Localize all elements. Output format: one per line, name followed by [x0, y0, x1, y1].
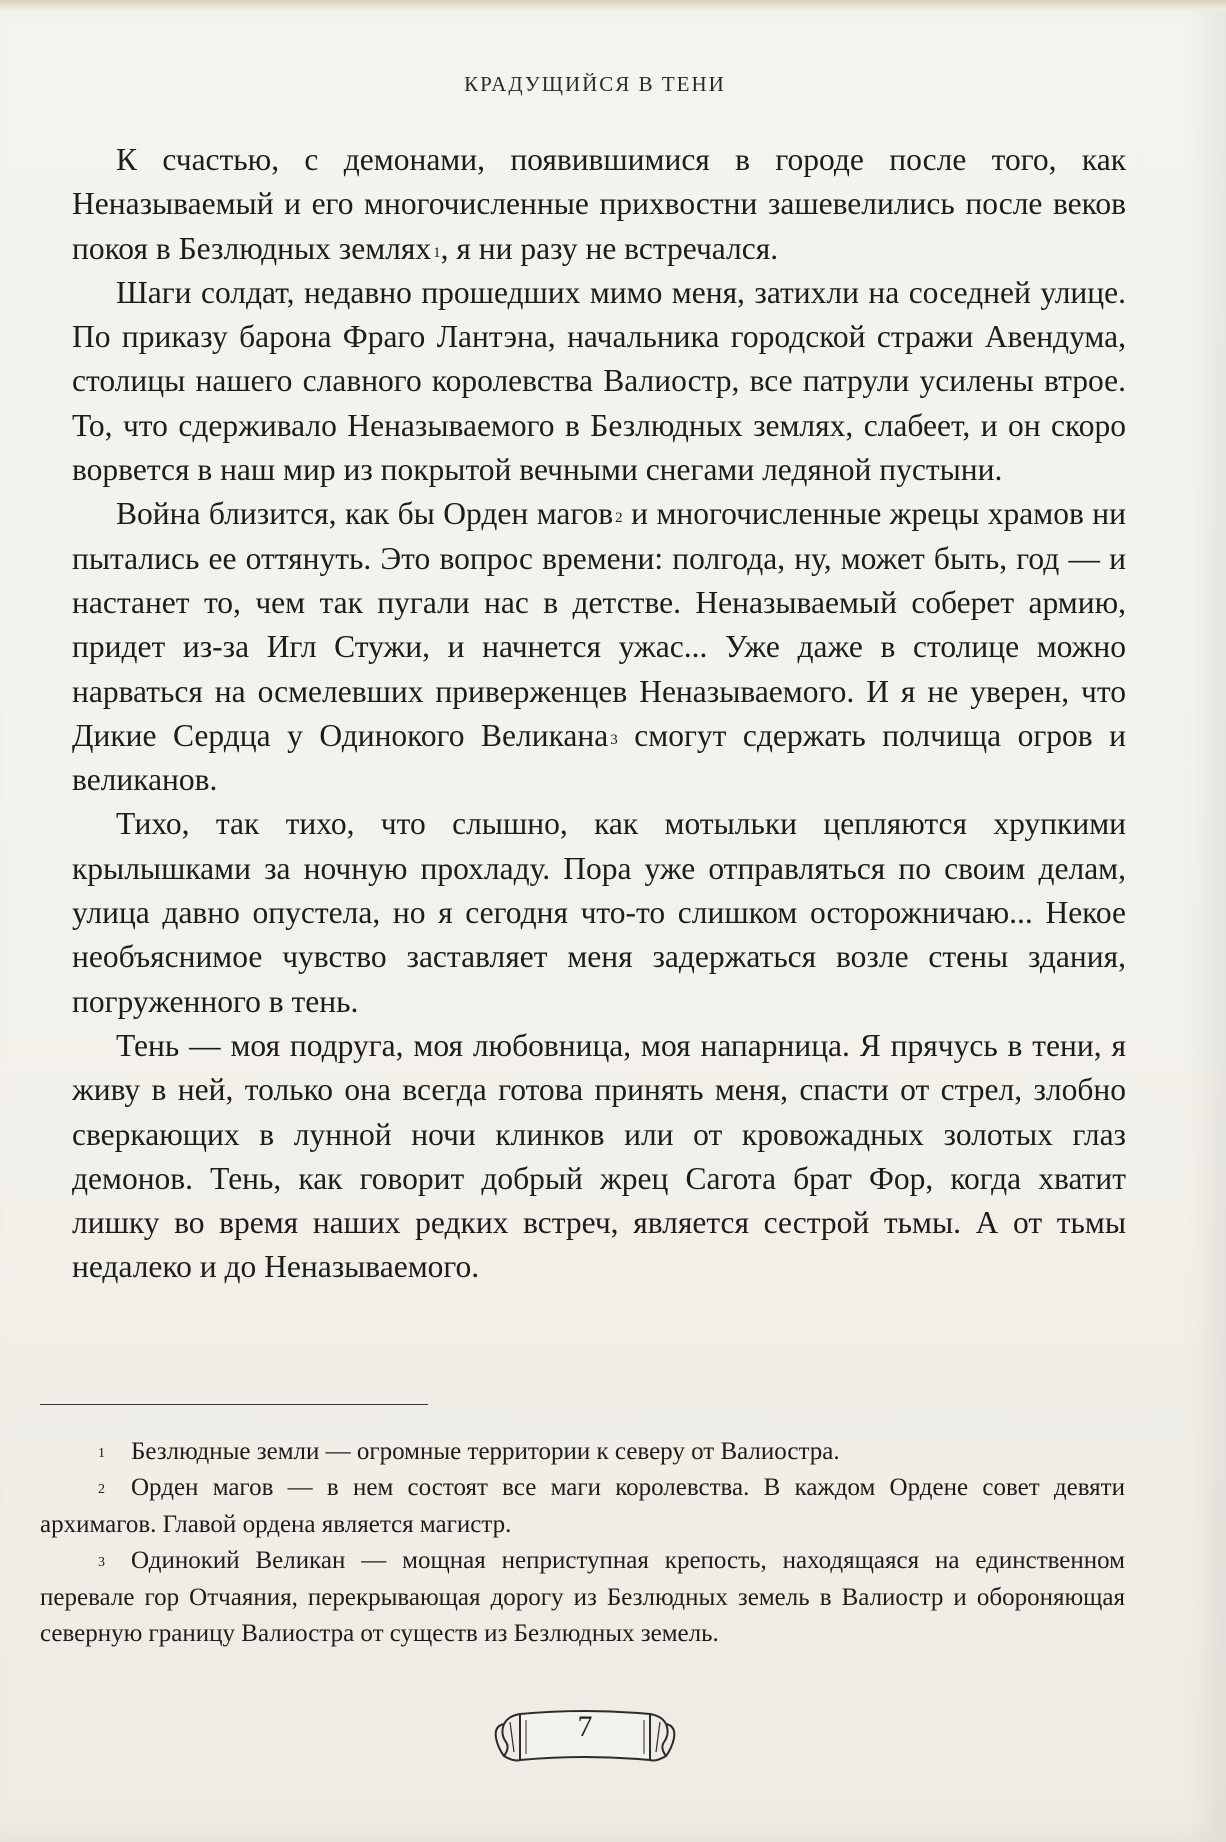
paragraph-2: Шаги солдат, недавно прошедших мимо меня, затихли на соседней улице. По приказу барона Фраго Лантэна, начальника городской стражи Авендума, столицы нашего славного королевства Валиостр, все патрули усилены втрое. То, что сдерживало Неназываемого в Безлюдных землях, слабеет, и он скоро ворвется в наш мир из покрытой вечными снегами ледяной пустыни. — [72, 274, 1126, 488]
footnote-ref-2: 2 — [615, 510, 623, 527]
paragraph-3 — [72, 492, 1126, 802]
footnote-1 — [40, 1434, 1125, 1470]
paragraph-3-text-c: смогут сдержать полчища огров и великанов. — [72, 717, 1126, 798]
paragraph-1-text-a: К счастью, с демонами, появившимися в городе после того, как Неназываемый и его многочисленные прихвостни зашевелились после веков покоя в Безлюдных землях — [72, 142, 1126, 266]
footnote-2 — [40, 1470, 1125, 1543]
footnote-2-mark: 2 — [98, 1482, 105, 1498]
paragraph-1-text-b: , я ни разу не встречался. — [440, 230, 779, 266]
running-title: КРАДУЩИЙСЯ В ТЕНИ — [464, 72, 726, 96]
footnote-ref-3: 3 — [610, 731, 618, 748]
footnote-separator — [40, 1404, 428, 1405]
footnote-2-text: Орден магов — в нем состоят все маги королевства. В каждом Ордене совет девяти архимагов. Главой ордена является магистр. — [40, 1474, 1125, 1538]
footnote-ref-1: 1 — [433, 244, 441, 261]
footnotes — [40, 1434, 1125, 1652]
page-number: 7 — [577, 1710, 593, 1743]
paragraph-3-text-a: Война близится, как бы Орден магов — [116, 496, 614, 532]
page-top-edge — [0, 0, 1226, 10]
footnote-3-text: Одинокий Великан — мощная неприступная крепость, находящаяся на единственном перевале гор Отчаяния, перекрывающая дорогу из Безлюдных земель в Валиостр и обороняющая северную границу Валиостра от существ из Безлюдных земель. — [40, 1547, 1125, 1648]
paragraph-5: Тень — моя подруга, моя любовница, моя напарница. Я прячусь в тени, я живу в ней, только она всегда готова принять меня, спасти от стрел, злобно сверкающих в лунной ночи клинков или от кровожадных золотых глаз демонов. Тень, как говорит добрый жрец Сагота брат Фор, когда хватит лишку во время наших редких встреч, является сестрой тьмы. А от тьмы недалеко и до Неназываемого. — [72, 1027, 1126, 1285]
main-text — [72, 138, 1126, 1290]
footnote-1-mark: 1 — [98, 1446, 105, 1461]
footnote-3 — [40, 1543, 1125, 1652]
footnote-3-mark: 3 — [98, 1555, 105, 1571]
paragraph-1 — [72, 138, 1126, 271]
paragraph-4: Тихо, так тихо, что слышно, как мотыльки цепляются хрупкими крылышками за ночную прохладу. Пора уже отправляться по своим делам, улица давно опустела, но я сегодня что-то слишком осторожничаю... Некое необъяснимое чувство заставляет меня задержаться возле стены здания, погруженного в тень. — [72, 806, 1126, 1019]
footnote-1-text: Безлюдные земли — огромные территории к северу от Валиостра. — [131, 1438, 840, 1465]
paragraph-3-text-b: и многочисленные жрецы храмов ни пытались ее оттянуть. Это вопрос времени: полгода, ну, может быть, год — и настанет то, чем так пугали нас в детстве. Неназываемый соберет армию, придет из-за Игл Стужи, и начнется ужас... Уже даже в столице можно нарваться на осмелевших приверженцев Неназываемого. И я не уверен, что Дикие Сердца у Одинокого Великана — [72, 496, 1127, 753]
